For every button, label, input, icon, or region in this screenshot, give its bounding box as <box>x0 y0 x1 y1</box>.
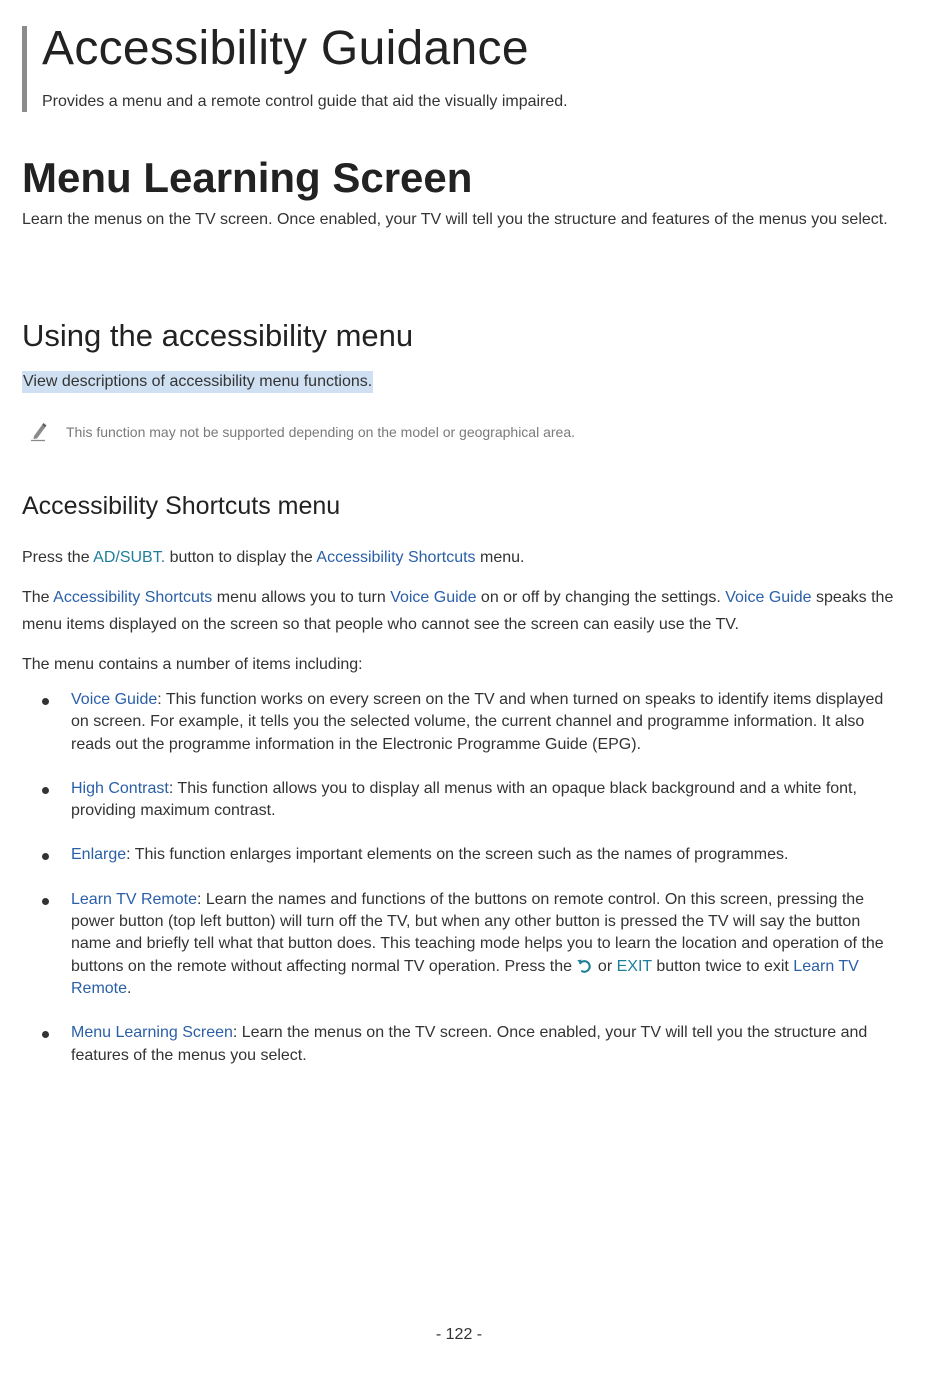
list-item <box>22 689 902 756</box>
accessibility-shortcuts-term: Accessibility Shortcuts <box>53 589 213 606</box>
subsection-title: Using the accessibility menu <box>22 318 414 353</box>
section-title: Menu Learning Screen <box>22 154 473 201</box>
voice-guide-term: Voice Guide <box>390 589 477 606</box>
text: button to display the <box>165 549 317 566</box>
exit-key: EXIT <box>616 957 652 975</box>
accessibility-items-list <box>22 689 902 1089</box>
accessibility-shortcuts-term: Accessibility Shortcuts <box>316 549 476 566</box>
bullet <box>42 853 49 860</box>
item-text: : Learn the menus on the TV screen. Once enabled, your TV will tell you the structure and features of the menus you select. <box>71 1024 868 1064</box>
bullet <box>42 1031 49 1038</box>
bullet <box>42 787 49 794</box>
list-item <box>22 1022 902 1067</box>
item-text: : This function works on every screen on the TV and when turned on speaks to identify items displayed on screen. For example, it tells you the selected volume, the current channel and programme information. It also reads out the programme information in the Electronic Programme Guide (EPG). <box>71 691 884 753</box>
shortcuts-paragraph-1 <box>22 544 922 571</box>
item-text: : This function allows you to display all menus with an opaque black background and a white font, providing maximum contrast. <box>71 779 857 820</box>
ad-subt-key: AD/SUBT. <box>93 549 166 566</box>
item-term: Menu Learning Screen <box>71 1024 233 1042</box>
chapter-subtitle: Provides a menu and a remote control guide that aid the visually impaired. <box>42 93 568 110</box>
shortcuts-paragraph-3: The menu contains a number of items including: <box>22 656 363 673</box>
section-intro: Learn the menus on the TV screen. Once enabled, your TV will tell you the structure and features of the menus you select. <box>22 211 888 228</box>
list-item <box>22 889 902 1000</box>
pencil-note-icon <box>28 420 50 442</box>
text: The <box>22 589 54 606</box>
item-term: Voice Guide <box>71 691 158 708</box>
chapter-header <box>22 22 922 112</box>
return-icon <box>576 957 593 974</box>
chapter-title: Accessibility Guidance <box>42 22 529 75</box>
voice-guide-term: Voice Guide <box>725 589 812 606</box>
shortcuts-title: Accessibility Shortcuts menu <box>22 492 341 520</box>
item-text: . <box>127 979 132 997</box>
highlighted-description: View descriptions of accessibility menu functions. <box>22 371 373 393</box>
item-text: button twice to exit <box>651 957 794 975</box>
item-text: or <box>593 957 617 975</box>
item-term: Learn TV Remote <box>71 890 197 908</box>
text: menu allows you to turn <box>212 589 391 606</box>
item-text: : Learn the names and functions of the buttons on remote control. On this screen, pressing the power button (top left button) will turn off the TV, but when any other button is pressed the TV will say the button name and briefly tell what that button does. This teaching mode helps you to learn the location and operation of the buttons on the remote without affecting normal TV operation. Press the <box>71 890 884 975</box>
item-term: High Contrast <box>71 779 169 797</box>
learn-tv-remote-term: Learn TV Remote <box>71 957 859 997</box>
text: speaks the menu items displayed on the screen so that people who cannot see the screen can easily use the TV. <box>22 589 894 633</box>
text: menu. <box>475 549 525 566</box>
page-number: - 122 - <box>435 1326 483 1343</box>
item-term: Enlarge <box>71 846 127 864</box>
text: Press the <box>22 549 94 566</box>
list-item <box>22 778 902 823</box>
item-text: : This function enlarges important elements on the screen such as the names of programmes. <box>126 846 789 864</box>
note-text: This function may not be supported depending on the model or geographical area. <box>66 424 576 440</box>
bullet <box>42 898 49 905</box>
list-item <box>22 844 902 866</box>
bullet <box>42 698 49 705</box>
text: on or off by changing the settings. <box>476 589 726 606</box>
note <box>28 420 928 444</box>
shortcuts-paragraph-2 <box>22 584 922 638</box>
